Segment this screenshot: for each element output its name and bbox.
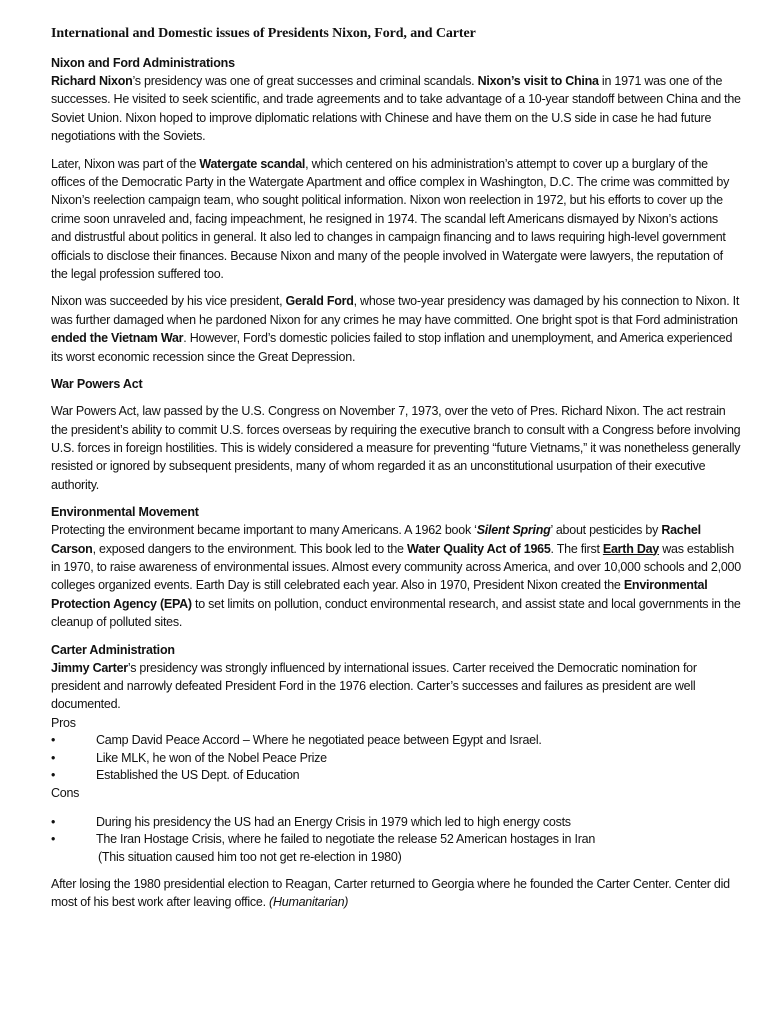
paragraph-environment [51,521,741,631]
bold-jimmy-carter: Jimmy Carter [51,660,128,675]
paragraph-closing [51,875,741,912]
text-span: ’s presidency was strongly influenced by international issues. Carter received the Democratic nomination for president and narrowly defeated President Ford in the 1976 election. Carter’s successes and failures as president are well documented. [51,660,697,712]
document-title: International and Domestic issues of Presidents Nixon, Ford, and Carter [51,26,476,41]
cons-note: (This situation caused him too not get re-election in 1980) [98,849,402,864]
bold-rachel-carson: Rachel Carson [51,523,701,556]
bold-water-quality-act: Water Quality Act of 1965 [406,541,551,556]
paragraph-watergate [51,155,741,284]
list-item-con [51,814,741,831]
text-span: , whose two-year presidency was damaged by his connection to Nixon. It was further damaged when he pardoned Nixon for any crimes he may have committed. One bright spot is that Ford administration [51,294,740,327]
bold-gerald-ford: Gerald Ford [285,294,354,309]
list-item-text: During his presidency the US had an Energy Crisis in 1979 which led to high energy costs [96,814,571,829]
text-span: ’ about pesticides by [550,523,662,538]
list-item-pro [51,732,741,749]
text-span: . The first [550,541,603,556]
bold-richard-nixon: Richard Nixon [51,74,133,88]
bullet-icon: • [51,814,56,829]
bold-watergate: Watergate scandal [199,156,306,171]
paragraph-war-powers: War Powers Act, law passed by the U.S. Congress on November 7, 1973, over the veto of Pres. Richard Nixon. The act restrain the president’s ability to commit U.S. forces overseas by requiring the executive branch to consult with a Congress before involving U.S. forces in foreign hostilities. This is widely considered a measure for preventing “future Vietnams,” it was nonetheless generally resisted or ignored by subsequent presidents, many of whom regarded it as an unconstitutional usurpation of their executive authority. [51,404,741,492]
section-heading-environment: Environmental Movement [51,505,199,520]
text-span: . However, Ford’s domestic policies failed to stop inflation and unemployment, and America experienced its worst economic recession since the Great Depression. [51,331,733,364]
bullet-icon: • [51,750,56,765]
paragraph-ford [51,292,741,366]
bullet-icon: • [51,832,56,847]
list-item-text: Camp David Peace Accord – Where he negotiated peace between Egypt and Israel. [96,733,542,748]
list-item-con [51,831,741,848]
text-span: was establish in 1970, to raise awareness of environmental issues. Almost every community across America, and over 10,000 schools and 2,000 colleges organized events. Earth Day is still celebrated each year. Also in 1970, President Nixon created the [51,541,741,593]
list-item-pro [51,767,741,784]
text-span: to set limits on pollution, conduct environmental research, and assist state and local governments in the cleanup of polluted sites. [51,596,741,630]
text-span: After losing the 1980 presidential election to Reagan, Carter returned to Georgia where he founded the Carter Center. Center did most of his best work after leaving office. [51,877,730,910]
document-page [51,26,741,912]
pros-label: Pros [51,715,76,730]
text-span: , which centered on his administration’s attempt to cover up a burglary of the offices of the Democratic Party in the Watergate Apartment and office complex in Washington, D.C. The crime was committed by Nixon’s reelection campaign team, who sought political information. Nixon won reelection in 1972, but his efforts to cover up the crime soon unraveled and, facing impeachment, he resigned in 1974. The scandal left Americans dismayed by Nixon’s actions and distrustful about politics in general. It also led to changes in campaign financing and to laws requiring high-level government officials to disclose their finances. Because Nixon and many of the people involved in Watergate were lawyers, the reputation of the legal profession suffered too. [51,156,730,282]
text-span: Nixon was succeeded by his vice president, [51,294,286,309]
cons-label: Cons [51,786,80,801]
text-span: ’s presidency was one of great successes and criminal scandals. [132,74,478,88]
list-item-text: The Iran Hostage Crisis, where he failed to negotiate the release 52 American hostages in Iran [96,832,596,847]
bold-underline-earth-day: Earth Day [602,541,659,556]
section-heading-war-powers: War Powers Act [51,377,143,392]
bullet-icon: • [51,733,56,748]
paragraph-nixon-intro [51,72,741,146]
bold-epa: Environmental Protection Agency (EPA) [51,578,708,611]
bullet-icon: • [51,768,56,782]
text-span: in 1971 was one of the successes. He visited to seek scientific, and trade agreements and to take advantage of a 10-year standoff between China and the Soviet Union. Nixon hoped to improve diplomatic relations with Chinese and have them on the U.S side in case he had future negotiations with the Soviets. [51,74,741,144]
bold-italic-silent-spring: Silent Spring [476,523,551,538]
bold-vietnam-war: ended the Vietnam War [51,331,184,346]
text-span: Later, Nixon was part of the [51,156,200,171]
list-item-pro [51,750,741,767]
text-span: , exposed dangers to the environment. This book led to the [92,541,407,556]
bold-visit-china: Nixon’s visit to China [477,74,599,88]
list-item-text: Established the US Dept. of Education [96,768,300,782]
section-heading-nixon-ford: Nixon and Ford Administrations [51,56,235,70]
list-item-text: Like MLK, he won of the Nobel Peace Prize [96,750,327,765]
section-heading-carter: Carter Administration [51,642,175,657]
italic-humanitarian: (Humanitarian) [269,895,349,910]
paragraph-carter [51,659,741,714]
text-span: Protecting the environment became important to many Americans. A 1962 book ‘ [51,523,477,538]
